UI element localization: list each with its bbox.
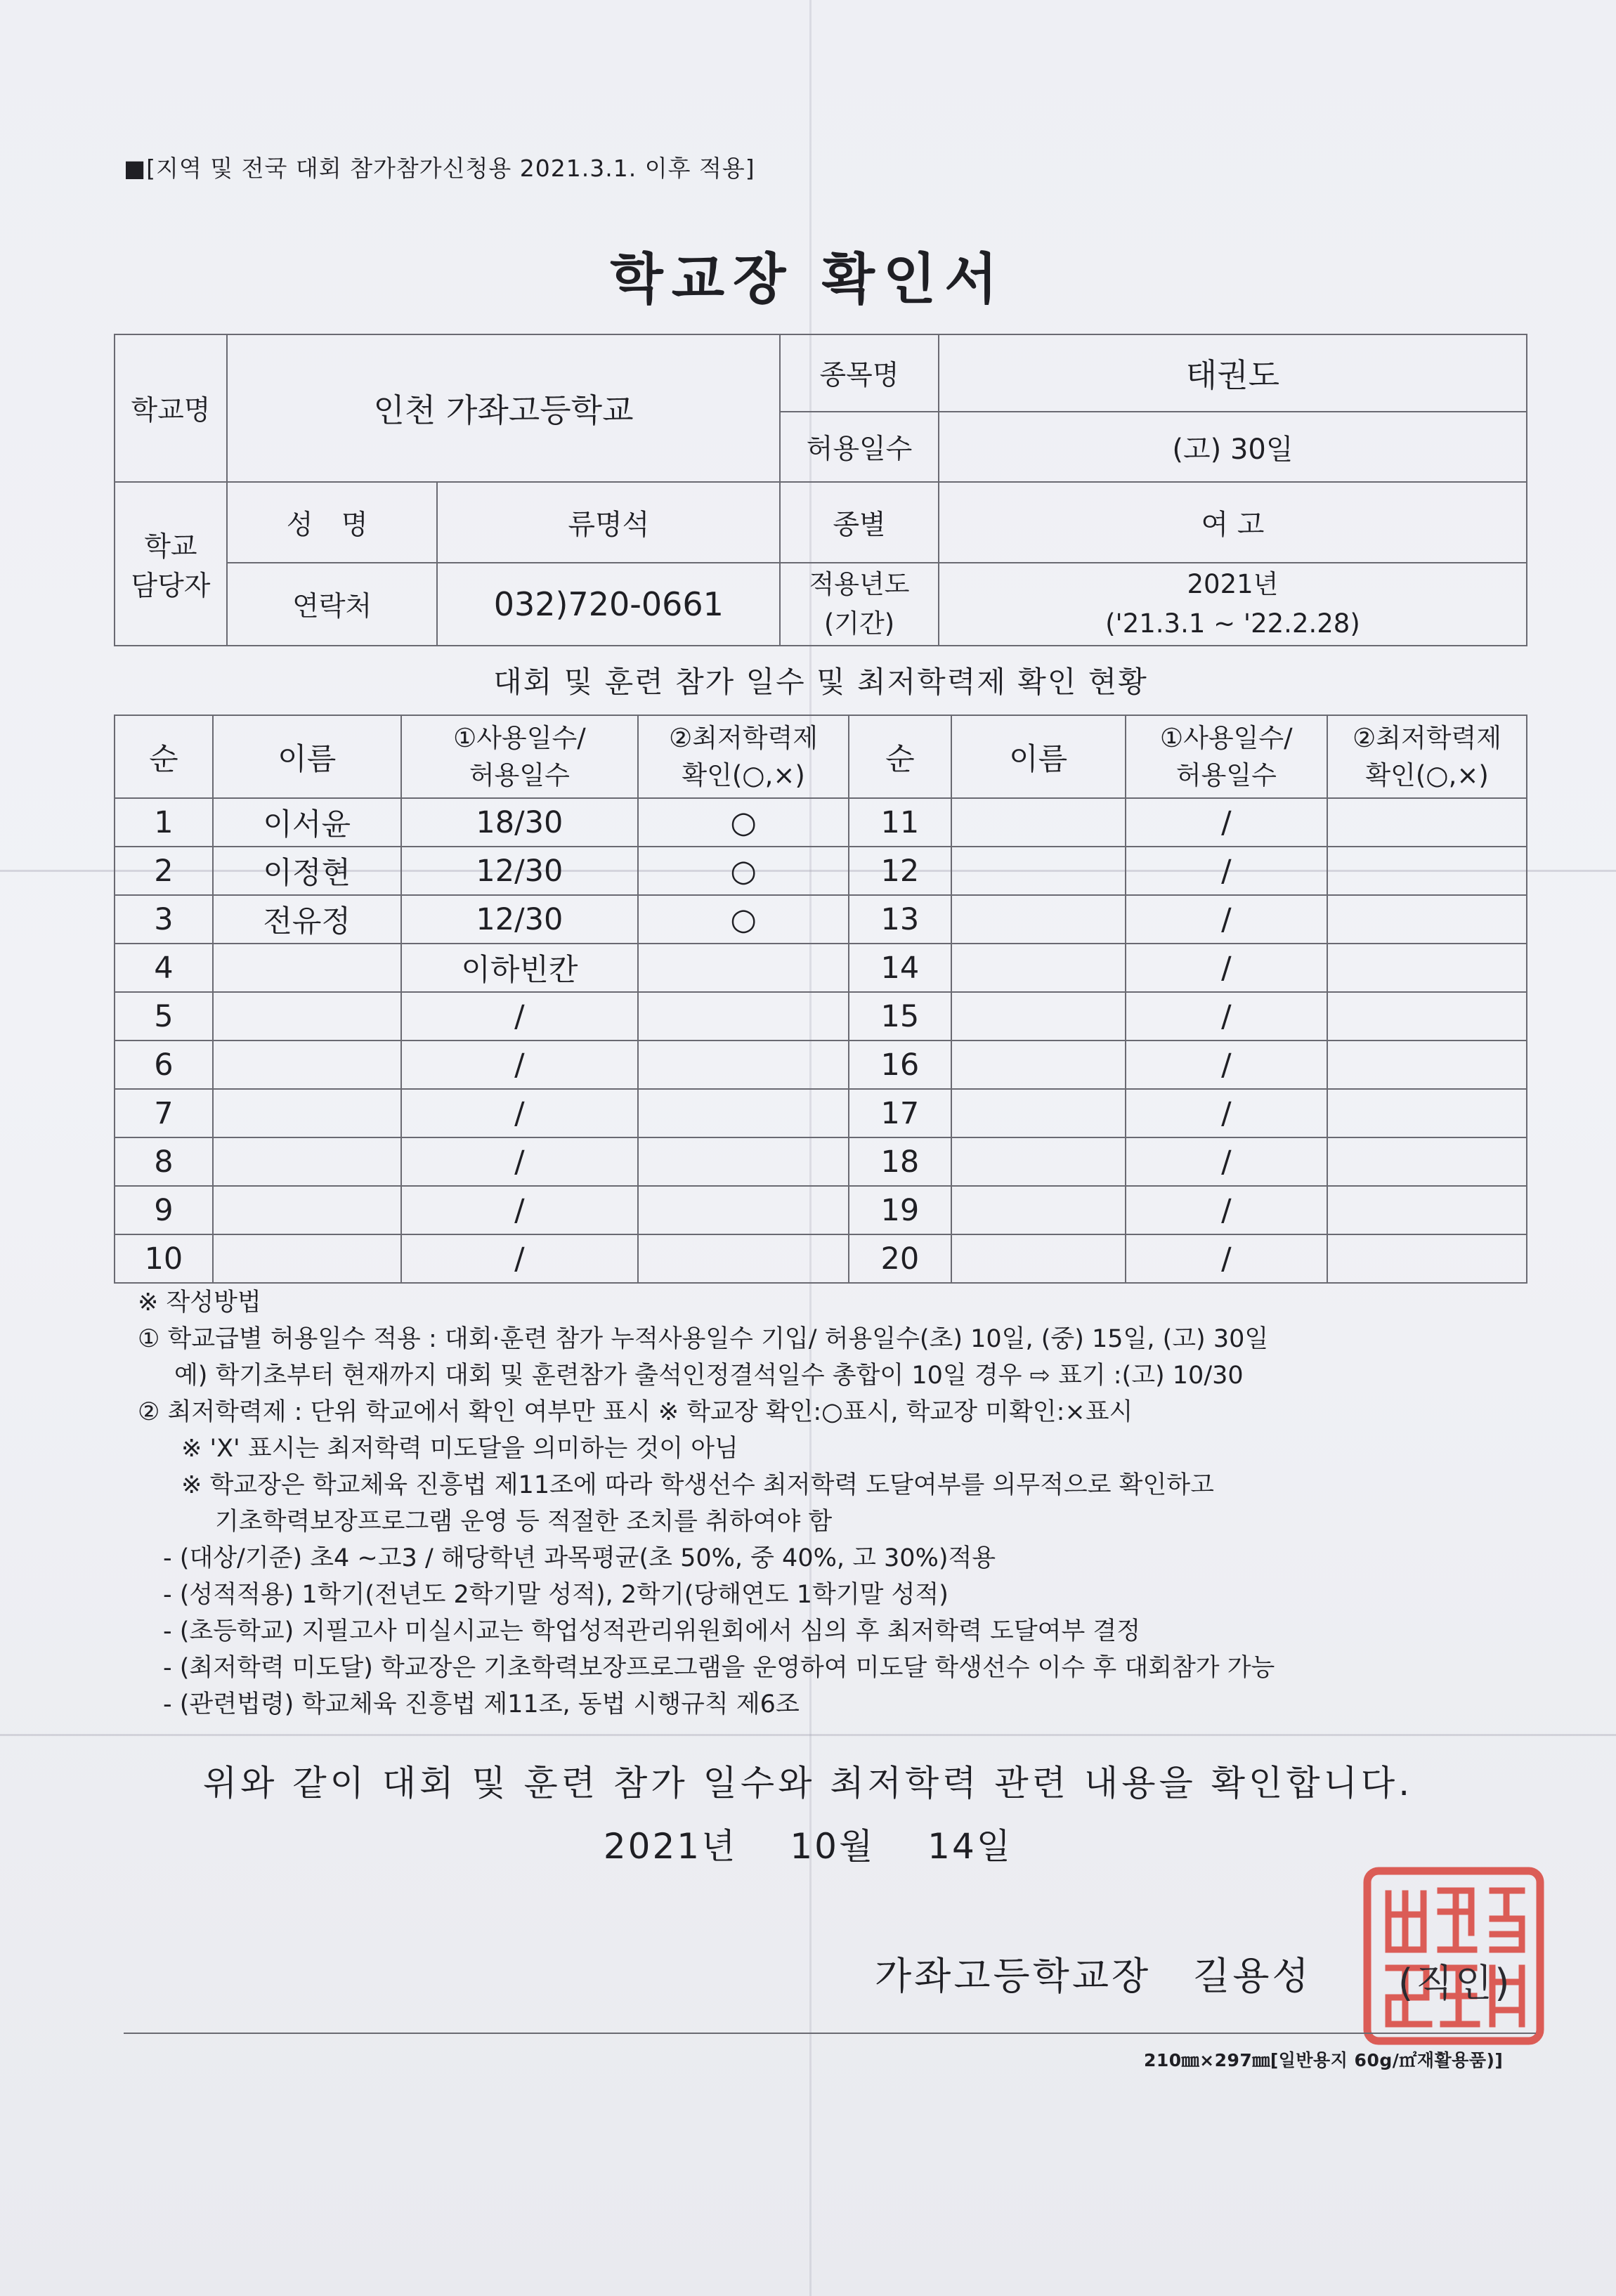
cell-check [1327, 1041, 1527, 1089]
cell-check [638, 1137, 849, 1186]
cell-check [638, 1089, 849, 1137]
table-row [115, 1041, 1527, 1089]
cell-days: / [1126, 895, 1328, 944]
cell-name [213, 992, 401, 1041]
table-row [115, 847, 1527, 895]
col-check-line1: ②최저학력제 [1353, 723, 1502, 753]
date-year: 2021년 [603, 1826, 738, 1867]
name-label: 성 명 [227, 482, 438, 563]
gender-value: 여 고 [939, 482, 1527, 563]
cell-check [1327, 1089, 1527, 1137]
notes-bullet: - (대상/기준) 초4 ~고3 / 해당학년 과목평균(초 50%, 중 40%, 고 30%)적용 [163, 1544, 996, 1572]
cell-days: 12/30 [401, 847, 639, 895]
cell-check [638, 944, 849, 992]
cell-days: / [1126, 1186, 1328, 1234]
cell-name [951, 992, 1126, 1041]
cell-no: 5 [115, 992, 213, 1041]
sport-label: 종목명 [780, 334, 939, 412]
cell-no: 16 [849, 1041, 951, 1089]
cell-no: 7 [115, 1089, 213, 1137]
table-row [115, 1234, 1527, 1283]
school-label: 학교명 [115, 334, 227, 482]
cell-no: 13 [849, 895, 951, 944]
status-title: 대회 및 훈련 참가 일수 및 최저학력제 확인 현황 [114, 650, 1527, 716]
cell-no: 8 [115, 1137, 213, 1186]
cell-name [213, 1041, 401, 1089]
contact-value: 032)720-0661 [437, 563, 780, 646]
col-name-header: 이름 [951, 715, 1126, 798]
header-info-table [114, 334, 1527, 646]
cell-name [951, 1089, 1126, 1137]
cell-no: 12 [849, 847, 951, 895]
year-label [780, 563, 939, 646]
date-day: 14일 [927, 1826, 1013, 1867]
notes-item-2: ② 최저학력제 : 단위 학교에서 확인 여부만 표시 ※ 학교장 확인:○표시, 학교장 미확인:×표시 [138, 1398, 1133, 1426]
cell-check [1327, 847, 1527, 895]
cell-no: 18 [849, 1137, 951, 1186]
cell-no: 20 [849, 1234, 951, 1283]
cell-name [951, 1186, 1126, 1234]
manager-label-line2: 담당자 [131, 570, 211, 602]
cell-days: / [1126, 798, 1328, 847]
notes-bullet: - (성적적용) 1학기(전년도 2학기말 성적), 2학기(당해연도 1학기말 성적) [163, 1581, 949, 1609]
table-row [115, 1186, 1527, 1234]
principal-signature [875, 1946, 1312, 2000]
cell-check [1327, 1137, 1527, 1186]
confirmation-statement: 위와 같이 대회 및 훈련 참가 일수와 최저학력 관련 내용을 확인합니다. [202, 1763, 1414, 1803]
cell-days: / [401, 1186, 639, 1234]
cell-name: 이정현 [213, 847, 401, 895]
col-check-line2: 확인(○,×) [682, 760, 805, 790]
notes-item-1: ① 학교급별 허용일수 적용 : 대회·훈련 참가 누적사용일수 기입/ 허용일수(초) 10일, (중) 15일, (고) 30일 [138, 1325, 1269, 1353]
gender-label: 종별 [780, 482, 939, 563]
seal-mark-label: (직인) [1398, 1961, 1513, 2005]
principal-name: 길용성 [1193, 1954, 1312, 1998]
cell-days: / [1126, 847, 1328, 895]
cell-name [213, 1089, 401, 1137]
cell-name: 전유정 [213, 895, 401, 944]
cell-name [951, 798, 1126, 847]
table-row [115, 895, 1527, 944]
cell-no: 19 [849, 1186, 951, 1234]
cell-name [951, 1234, 1126, 1283]
col-days-header [401, 715, 639, 798]
notes-bullet: - (관련법령) 학교체육 진흥법 제11조, 동법 시행규칙 제6조 [163, 1690, 800, 1718]
cell-no: 10 [115, 1234, 213, 1283]
col-days-line1: ①사용일수/ [1160, 723, 1293, 753]
cell-days: / [1126, 944, 1328, 992]
col-check-header [1327, 715, 1527, 798]
cell-no: 4 [115, 944, 213, 992]
cell-no: 3 [115, 895, 213, 944]
cell-no: 11 [849, 798, 951, 847]
manager-label-line1: 학교 [144, 530, 197, 563]
notes-item-2-note-2: ※ 학교장은 학교체육 진흥법 제11조에 따라 학생선수 최저학력 도달여부를 의무적으로 확인하고 [181, 1471, 1214, 1499]
cell-check [1327, 1234, 1527, 1283]
school-name: 인천 가좌고등학교 [227, 334, 780, 482]
cell-days: / [401, 1234, 639, 1283]
cell-no: 15 [849, 992, 951, 1041]
col-no-header: 순 [115, 715, 213, 798]
year-label-line2: (기간) [823, 608, 895, 639]
cell-name [213, 1186, 401, 1234]
cell-check: ○ [638, 847, 849, 895]
year-value-line1: 2021년 [1187, 569, 1279, 599]
cell-days: 이하빈칸 [401, 944, 639, 992]
paper-spec: 210㎜×297㎜[일반용지 60g/㎡재활용품)] [1144, 2050, 1504, 2070]
notes-bullet: - (최저학력 미도달) 학교장은 기초학력보장프로그램을 운영하여 미도달 학생선수 이수 후 대회참가 가능 [163, 1654, 1275, 1682]
cell-check [638, 1041, 849, 1089]
cell-name [951, 944, 1126, 992]
cell-check [638, 992, 849, 1041]
bottom-divider [124, 2033, 1536, 2034]
cell-check [638, 1186, 849, 1234]
contact-label: 연락처 [227, 563, 438, 646]
cell-days: / [1126, 1041, 1328, 1089]
issue-date [0, 1818, 1616, 1869]
col-days-header [1126, 715, 1328, 798]
notes-item-2-note-2b: 기초학력보장프로그램 운영 등 적절한 조치를 취하여야 함 [215, 1508, 833, 1536]
col-days-line1: ①사용일수/ [453, 723, 586, 753]
cell-days: / [1126, 1234, 1328, 1283]
cell-check: ○ [638, 798, 849, 847]
cell-no: 1 [115, 798, 213, 847]
col-days-line2: 허용일수 [469, 760, 570, 790]
cell-name [213, 1137, 401, 1186]
page-title: 학교장 확인서 [610, 248, 1006, 311]
table-row [115, 992, 1527, 1041]
cell-no: 6 [115, 1041, 213, 1089]
table-row [115, 944, 1527, 992]
col-days-line2: 허용일수 [1175, 760, 1277, 790]
cell-no: 14 [849, 944, 951, 992]
cell-days: 18/30 [401, 798, 639, 847]
manager-label [115, 482, 227, 646]
cell-days: 12/30 [401, 895, 639, 944]
table-row [115, 1137, 1527, 1186]
principal-title: 가좌고등학교장 [875, 1954, 1152, 1998]
cell-name [213, 944, 401, 992]
cell-no: 2 [115, 847, 213, 895]
col-check-line2: 확인(○,×) [1365, 760, 1489, 790]
cell-check [1327, 798, 1527, 847]
notes-heading: ※ 작성방법 [138, 1289, 261, 1317]
cell-name [951, 1137, 1126, 1186]
name-value: 류명석 [437, 482, 780, 563]
allow-label: 허용일수 [780, 412, 939, 482]
cell-days: / [401, 1137, 639, 1186]
writing-instructions [138, 1284, 1557, 1723]
col-check-line1: ②최저학력제 [669, 723, 819, 753]
cell-check [1327, 992, 1527, 1041]
cell-check [1327, 895, 1527, 944]
cell-no: 17 [849, 1089, 951, 1137]
cell-check: ○ [638, 895, 849, 944]
status-table [114, 715, 1527, 1284]
cell-name [951, 847, 1126, 895]
notes-item-1-example: 예) 학기초부터 현재까지 대회 및 훈련참가 출석인정결석일수 총합이 10일 경우 ⇨ 표기 :(고) 10/30 [174, 1362, 1244, 1390]
allow-value: (고) 30일 [939, 412, 1527, 482]
cell-days: / [401, 1041, 639, 1089]
sport-value: 태권도 [939, 334, 1527, 412]
cell-days: / [401, 1089, 639, 1137]
cell-name [951, 895, 1126, 944]
cell-name: 이서윤 [213, 798, 401, 847]
cell-check [638, 1234, 849, 1283]
cell-name [951, 1041, 1126, 1089]
col-name-header: 이름 [213, 715, 401, 798]
year-label-line1: 적용년도 [809, 569, 910, 599]
table-row [115, 798, 1527, 847]
col-no-header: 순 [849, 715, 951, 798]
cell-days: / [401, 992, 639, 1041]
cell-name [213, 1234, 401, 1283]
cell-days: / [1126, 1089, 1328, 1137]
cell-no: 9 [115, 1186, 213, 1234]
notes-item-2-note-1: ※ 'X' 표시는 최저학력 미도달을 의미하는 것이 아님 [181, 1435, 738, 1463]
date-month: 10월 [790, 1826, 875, 1867]
cell-days: / [1126, 1137, 1328, 1186]
table-row [115, 1089, 1527, 1137]
year-value [939, 563, 1527, 646]
cell-check [1327, 944, 1527, 992]
cell-check [1327, 1186, 1527, 1234]
year-value-line2: ('21.3.1 ~ '22.2.28) [1105, 608, 1360, 639]
cell-days: / [1126, 992, 1328, 1041]
notes-bullet: - (초등학교) 지필고사 미실시교는 학업성적관리위원회에서 심의 후 최저학력 도달여부 결정 [163, 1617, 1141, 1645]
notice-text: ■[지역 및 전국 대회 참가참가신청용 2021.3.1. 이후 적용] [124, 155, 755, 182]
fold-line [0, 1734, 1616, 1736]
col-check-header [638, 715, 849, 798]
